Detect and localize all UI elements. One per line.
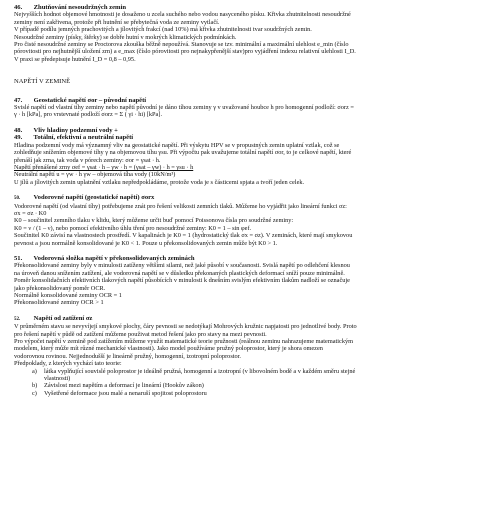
s52-line: modelem, který může mít různé mechanické vlastnosti). Jako model používáme pružný poloprostor, který je shora omezen <box>14 345 323 353</box>
s51-line: Normálně konsolidované zeminy OCR = 1 <box>14 292 122 299</box>
s50-line: pevnost a jsou normálně konsolidované je K0 < 1. Pouze u překonsolidovaných zemin může být K0 > 1. <box>14 239 278 247</box>
heading-47 <box>14 97 474 104</box>
s52-line: pro řešení napětí v půdě od zatížení můžeme použivat metod řešení jako pro stavy na mezi pevnosti. <box>14 330 267 338</box>
section-heading: NAPĚTÍ V ZEMINĚ <box>14 78 71 86</box>
s52-line: V průměrném stavu se nevyvíjejí smykové plochy, čáry pevnosti se nedotýkají Mohrových kružnic napjatosti pro jednotlivé body. Proto <box>14 323 357 331</box>
s51-line: Překonsolidované zeminy OCR > 1 <box>14 299 104 307</box>
s46-line: V praxi se předepisuje hutnění I_D = 0,8 – 0,95. <box>14 55 136 63</box>
s51-line: na úroveň danou snížením zatížení, ale vodorovná napětí se v důsledku překonaných plastických deformací sníží pouze minimálně. <box>14 269 345 277</box>
s48-line: Napětí přenášené zrny σef = γsat · h – γw · h = (γsat – γw) · h = γsu · h <box>14 163 194 171</box>
heading-50-number: 50. <box>14 196 21 202</box>
s50-line: σx = σz · K0 <box>14 209 47 217</box>
heading-48 <box>14 127 474 134</box>
s50-line: K0 – součinitel zemního tlaku v klidu, který můžeme určit buď pomocí Poissonova čísla pro soudržné zeminy: <box>14 217 294 225</box>
s51-line: Poměr konsolidačních efektivních tlakových napětí působících v minulosti k dnešním svislým efektivním tlakům nadloží se označuje <box>14 277 350 285</box>
list-item <box>14 382 474 389</box>
s50-line: K0 = ν / (1 – ν), nebo pomocí efektivního úhlu tření pro nesoudržné zeminy: K0 = 1 – sin φef. <box>14 224 252 232</box>
list-item-label: a) <box>32 367 37 375</box>
heading-51-number: 51. <box>14 254 23 262</box>
s50-line: Součinitel K0 závisí na vlastnostech prostředí. V kapalinách je K0 = 1 (hydrostatický tlak σx = σz). V zeminách, které mají smykovou <box>14 232 353 240</box>
heading-46-number: 46. <box>14 4 23 11</box>
heading-49 <box>14 134 474 141</box>
s47-line: γ · h [kPa], pro vrstevnaté podloží σorz = Σ ( γi · hi) [kPa]. <box>14 111 163 119</box>
heading-47-title: Geostatické napětí σor – původní napětí <box>33 96 147 104</box>
heading-49-number: 49. <box>14 134 23 142</box>
s46-line: Pro čisté nesoudržné zeminy se Proctorova zkouška běžně nepoužívá. Stanovuje se tzv. minimální a maximální ulehlost e_min (číslo <box>14 41 349 49</box>
s47-line: Svislé napětí od vlastní tíhy zeminy nebo napětí původní je dáno tíhou zeminy γ v uvažované houbce h pro homogenní podloží: σorz = <box>14 104 354 112</box>
heading-52 <box>14 315 474 323</box>
heading-51-title: Vodorovná složka napětí v překonsolidovaných zeminách <box>33 254 195 262</box>
heading-50 <box>14 194 474 202</box>
list-item-line: vlastnosti) <box>44 375 71 383</box>
s52-line: vodorovnou rovinou. Nejjednodušší je lineárně pružný, homogenní, izotropní poloprostor. <box>14 352 242 360</box>
list-item <box>14 390 474 397</box>
s52-line: Předpoklady, z kterých vychází tato teorie: <box>14 360 122 368</box>
heading-48-title: Vliv hladiny podzemní vody + <box>33 126 118 134</box>
list-item-text <box>44 368 474 383</box>
s46-line: Nesoudržné zeminy (písky, štěrky) se dobře hutní v mokrých klimatických podmínkách. <box>14 33 237 41</box>
heading-52-number: 52. <box>14 316 21 322</box>
s48-line: zohledňuje snížením objemové tíhy γ na objemovou tíhu γsu. Při výpočtu pak uvažujeme totální napětí σor, to je celkové napětí, které <box>14 149 352 157</box>
heading-46-title: Zhutňování nesoudržných zemin <box>33 4 126 11</box>
s48-line: Neutrální napětí u = γw · h γw – objemová tíha vody (10kN/m³) <box>14 171 176 179</box>
heading-50-title: Vodorovné napětí (geostatické napětí) σorx <box>33 194 155 202</box>
s52-line: Pro výpočet napětí v zemině pod zatížením můžeme využít matematické teorie pružnosti (reálnou zeminu nahrazujeme matematickým <box>14 338 354 346</box>
s51-line: jako překonsolidovaný poměr OCR. <box>14 284 106 292</box>
s51-line: Překonsolidované zeminy byly v minulosti zatíženy většími silami, než jaké působí v současnosti. Svislá napětí po odlehčení klesnou <box>14 262 350 270</box>
heading-49-title: Totální, efektivní a neutrální napětí <box>33 134 134 142</box>
s46-line: pórovitosti pro nejhutnější uložení zrn) a e_max (číslo pórovitosti pro nejnakypřenější stav)pro vyjádření indexu relativní ulehlosti I_D. <box>14 48 356 56</box>
list-item-text: Vyšetřené deformace jsou malé a nenaruší spojitost poloprostoru <box>44 389 207 397</box>
s48-line: Hladina podzemní vody má významný vliv na geostatické napětí. Při výskytu HPV se v propustných zemin uplatní vztlak, což se <box>14 141 340 149</box>
heading-52-title: Napětí od zatížení σz <box>33 314 93 322</box>
heading-51 <box>14 255 474 262</box>
heading-48-number: 48. <box>14 126 23 134</box>
list-item-label: c) <box>32 389 37 397</box>
s48-line: U jílů a jílovitých zemin uplatnění vztlaku nepředpokládáme, protože voda je s částicemi spjata a tvoří jeden celek. <box>14 178 305 186</box>
s46-line: Nejvyšších hodnot objemové hmotnosti je dosaženo u zcela suchého nebo vodou nasyceného písku. Křivka zhutnitelnosti nesoudržné <box>14 11 351 19</box>
list-item-text: Závislost mezi napětím a deformací je lineární (Hookův zákon) <box>44 382 204 390</box>
list-item-line: látka vyplňující souvislé poloprostor je ideálně pružná, homogenní a izotropní (v libovolném bodě a v každém směru stejné <box>44 367 356 375</box>
heading-47-number: 47. <box>14 96 23 104</box>
s46-line: zeminy není zakřivena, protože při hutnění se přebytečná voda ze zeminy vytlačí. <box>14 18 220 26</box>
list-item <box>14 368 474 383</box>
heading-46 <box>14 4 474 11</box>
list-item-label: b) <box>32 382 38 390</box>
s48-line: přenáší jak zrna, tak voda v pórech zeminy: σor = γsat · h. <box>14 156 161 164</box>
s46-line: V případě podílu jemných prachovitých a jílovitých frakcí (nad 10%) má křivka zhutnitelnosti tvar soudržných zemin. <box>14 26 312 34</box>
s50-line: Vodorovné napětí (od vlastní tíhy) potřebujeme znát pro řešení velikosti zemních tlaků. Můžeme ho vyjádřit jako lineární funkci σz: <box>14 202 347 210</box>
